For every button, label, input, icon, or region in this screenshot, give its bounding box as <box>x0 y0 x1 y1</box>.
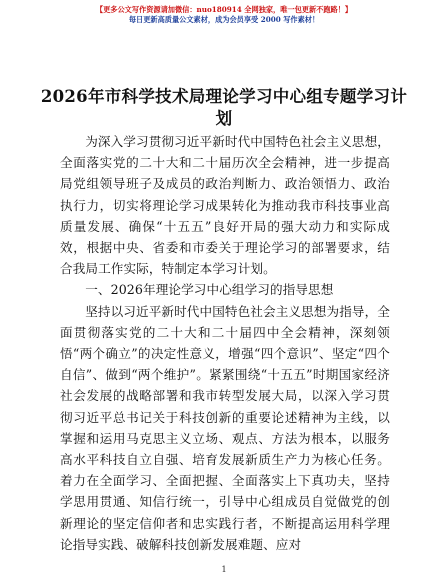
intro-paragraph: 为深入学习贯彻习近平新时代中国特色社会主义思想，全面落实党的二十大和二十届历次全会精神，进一步提高局党组领导班子及成员的政治判断力、政治领悟力、政治执行力，切实将理论学习成果转化为推动我市科技事业高质量发展、确保“十五五”良好开局的强大动力和实际成效，根据中央、省委和市委关于理论学习的部署要求，结合我局工作实际，特制定本学习计划。 <box>60 134 390 277</box>
document-body <box>60 131 390 555</box>
promo-header <box>0 5 448 25</box>
page-number: 1 <box>221 565 227 574</box>
section-1-paragraph: 坚持以习近平新时代中国特色社会主义思想为指导，全面贯彻落实党的二十大和二十届四中全会精神，深刻领悟“两个确立”的决定性意义，增强“四个意识”、坚定“四个自信”、做到“两个维护”。紧紧围绕“十五五”时期国家经济社会发展的战略部署和我市转型发展大局，以深入学习贯彻习近平总书记关于科技创新的重要论述精神为主线，以掌握和运用马克思主义立场、观点、方法为根本，以服务高水平科技自立自强、培育发展新质生产力为核心任务。着力在全面学习、全面把握、全面落实上下真功夫，坚持学思用贯通、知信行统一，引导中心组成员自觉做党的创新理论的坚定信仰者和忠实践行者，不断提高运用科学理论指导实践、破解科技创新发展难题、应对 <box>60 303 390 552</box>
section-heading-1: 一、2026年理论学习中心组学习的指导思想 <box>85 282 334 298</box>
document-title: 2026年市科学技术局理论学习中心组专题学习计划 <box>40 87 408 128</box>
promo-header-line-1: 【更多公文写作资源请加微信：nuo180914 全网独家，唯一包更新不跑路！】 <box>95 5 353 14</box>
promo-header-line-2: 每日更新高质量公文素材，成为会员享受 2000 写作素材！ <box>128 15 320 24</box>
